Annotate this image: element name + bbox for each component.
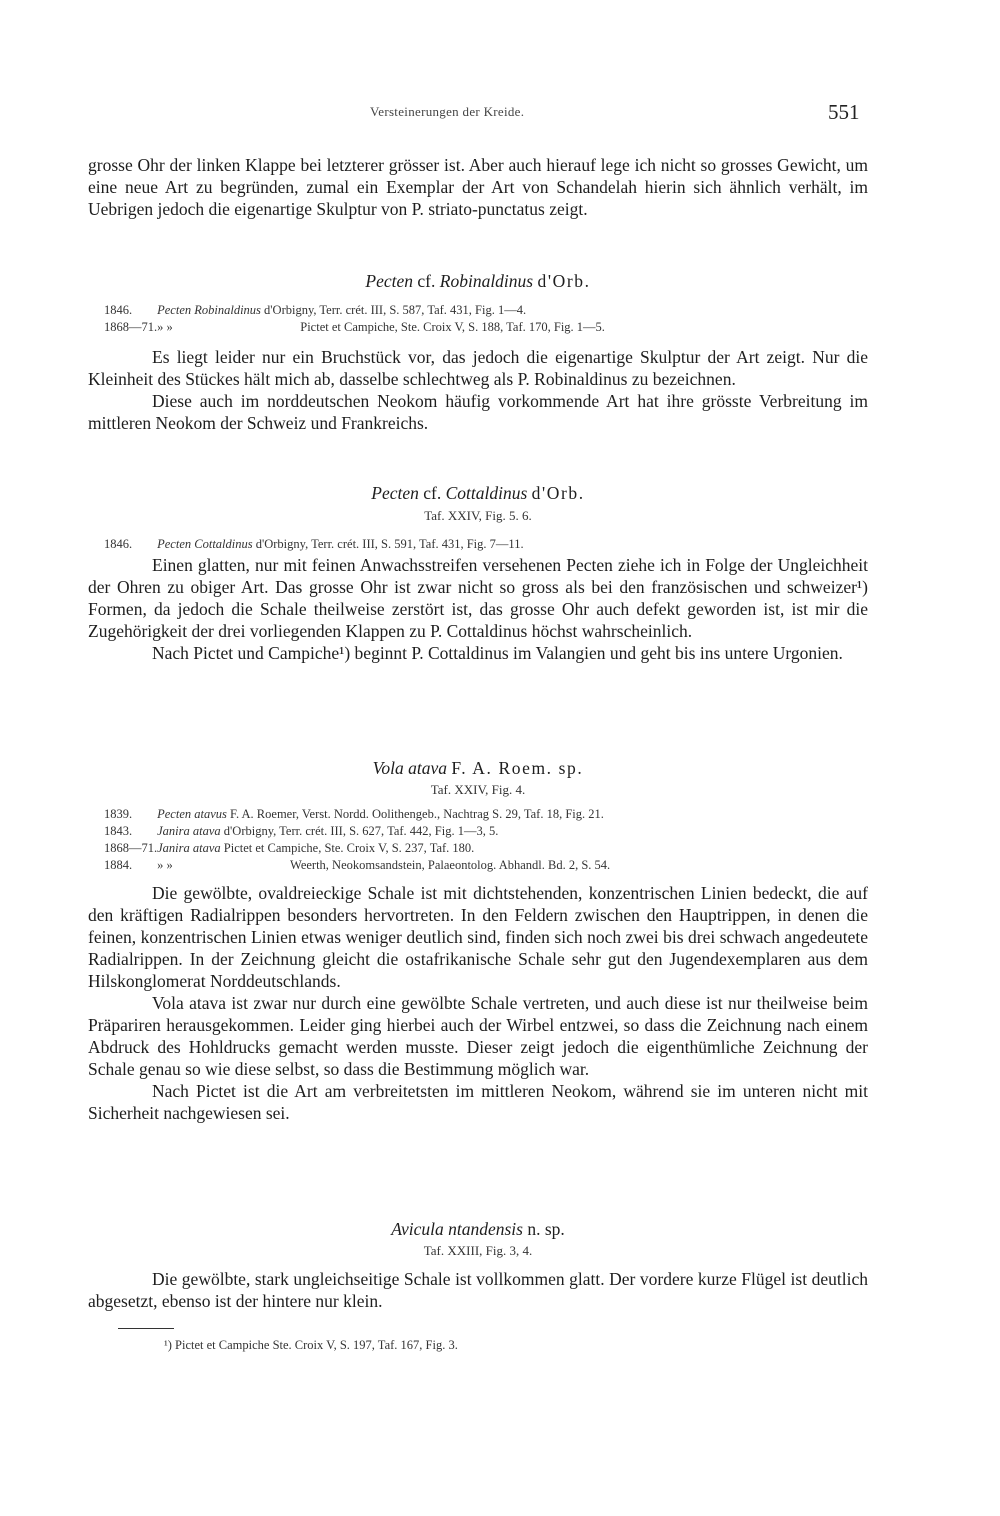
section-heading-cottaldinus bbox=[88, 482, 868, 504]
body-paragraph: Die gewölbte, stark ungleichseitige Schale ist vollkommen glatt. Der vordere kurze Flügel ist deutlich abgesetzt, ebenso ist der hintere nur klein. bbox=[88, 1269, 868, 1311]
section-heading-vola-atava bbox=[88, 757, 868, 779]
synonymy-line bbox=[104, 302, 884, 319]
intro-paragraph bbox=[88, 154, 868, 220]
author-name: n. sp. bbox=[527, 1219, 565, 1239]
intro-text: grosse Ohr der linken Klappe bei letzterer grösser ist. Aber auch hierauf lege ich nicht so grosses Gewicht, um eine neue Art zu begründen, zumal ein Exemplar der Art von Schandelah hierin sich ähnlich verhält, im Uebrigen jedoch die eigenartige Skulptur von P. striato-punctatus zeigt. bbox=[88, 155, 868, 219]
synonymy-ditto: » » bbox=[157, 320, 173, 334]
author-name: d'Orb. bbox=[537, 271, 591, 291]
footnote-separator bbox=[118, 1328, 174, 1329]
body-paragraph: Einen glatten, nur mit feinen Anwachsstreifen versehenen Pecten ziehe ich in Folge der Ungleichheit der Ohren zu obiger Art. Das grosse Ohr ist zwar nicht so gross als bei den französischen und schweizer¹) Formen, da jedoch die Schale theilweise zerstört ist, das grosse Ohr auch defekt geworden ist, ist mir die Zugehörigkeit der drei vorliegenden Klappen zu P. Cottaldinus höchst wahrscheinlich. bbox=[88, 555, 868, 641]
synonymy-line bbox=[104, 823, 884, 840]
synonymy-line bbox=[104, 857, 884, 874]
synonymy-reference: Pictet et Campiche, Ste. Croix V, S. 237, Taf. 180. bbox=[223, 841, 475, 855]
synonymy-year: 1884. bbox=[104, 858, 133, 872]
plate-reference: Taf. XXIV, Fig. 5. 6. bbox=[424, 508, 532, 523]
body-paragraph: Die gewölbte, ovaldreieckige Schale ist mit dichtstehenden, konzentrischen Linien bedeckt, die auf den kräftigen Radialrippen besonders hervortreten. In den Feldern zwischen den Hauptrippen, in denen die feinen, konzentrischen Linien etwas weniger deutlich sind, finden sich noch zwei bis drei schwach angedeutete Radialrippen. In der Zeichnung gleicht die ostafrikanische Schale sehr gut den Jugendexemplaren aus dem Hilskonglomerat Norddeutschlands. bbox=[88, 883, 868, 991]
synonymy-taxon: Pecten Robinaldinus bbox=[157, 303, 261, 317]
cf-label: cf. bbox=[423, 483, 442, 503]
synonymy-reference: d'Orbigny, Terr. crét. III, S. 591, Taf. 431, Fig. 7—11. bbox=[255, 537, 524, 551]
section-body-avicula bbox=[88, 1268, 868, 1312]
synonymy-reference: Pictet et Campiche, Ste. Croix V, S. 188, Taf. 170, Fig. 1—5. bbox=[300, 320, 605, 334]
section-body-vola-atava bbox=[88, 882, 868, 1124]
genus-name: Pecten bbox=[365, 271, 414, 291]
synonymy-year: 1843. bbox=[104, 824, 133, 838]
synonymy-taxon: Pecten Cottaldinus bbox=[157, 537, 253, 551]
plate-reference: Taf. XXIV, Fig. 4. bbox=[430, 782, 526, 797]
section-body-cottaldinus bbox=[88, 554, 868, 664]
species-name: ntandensis bbox=[448, 1219, 523, 1239]
synonymy-reference: d'Orbigny, Terr. crét. III, S. 627, Taf. 442, Fig. 1—3, 5. bbox=[223, 824, 499, 838]
species-name: Robinaldinus bbox=[439, 271, 534, 291]
synonymy-reference: d'Orbigny, Terr. crét. III, S. 587, Taf. 431, Fig. 1—4. bbox=[264, 303, 527, 317]
species-name: atava bbox=[408, 758, 447, 778]
body-paragraph: Nach Pictet und Campiche¹) beginnt P. Cottaldinus im Valangien und geht bis ins untere Urgonien. bbox=[152, 643, 843, 663]
body-paragraph: Es liegt leider nur ein Bruchstück vor, das jedoch die eigenartige Skulptur der Art zeigt. Nur die Kleinheit des Stückes hält mich ab, dasselbe schlechtweg als P. Robinaldinus zu bezeichnen. bbox=[88, 347, 868, 389]
synonymy-line bbox=[104, 806, 884, 823]
synonymy-line bbox=[104, 840, 884, 857]
synonymy-taxon: Janira atava bbox=[157, 824, 221, 838]
synonymy-reference: Weerth, Neokomsandstein, Palaeontolog. Abhandl. Bd. 2, S. 54. bbox=[290, 858, 611, 872]
page-number: 551 bbox=[828, 100, 860, 124]
body-paragraph: Diese auch im norddeutschen Neokom häufig vorkommende Art hat ihre grösste Verbreitung im mittleren Neokom der Schweiz und Frankreichs. bbox=[88, 391, 868, 433]
footnote: ¹) Pictet et Campiche Ste. Croix V, S. 197, Taf. 167, Fig. 3. bbox=[164, 1338, 458, 1352]
genus-name: Vola bbox=[372, 758, 404, 778]
section-body-robinaldinus bbox=[88, 346, 868, 434]
synonymy-year: 1868—71. bbox=[104, 320, 158, 334]
synonymy-year: 1846. bbox=[104, 303, 133, 317]
synonymy-year: 1839. bbox=[104, 807, 133, 821]
cf-label: cf. bbox=[417, 271, 436, 291]
body-paragraph: Nach Pictet ist die Art am verbreitetsten im mittleren Neokom, während sie im unteren nicht mit Sicherheit nachgewiesen sei. bbox=[88, 1081, 868, 1123]
section-heading-robinaldinus bbox=[88, 270, 868, 292]
synonymy-year: 1846. bbox=[104, 537, 133, 551]
genus-name: Avicula bbox=[391, 1219, 444, 1239]
section-heading-avicula bbox=[88, 1218, 868, 1240]
synonymy-line bbox=[104, 536, 884, 553]
synonymy-ditto: » » bbox=[157, 858, 173, 872]
synonymy-year: 1868—71. bbox=[104, 841, 158, 855]
plate-reference: Taf. XXIII, Fig. 3, 4. bbox=[423, 1243, 533, 1258]
synonymy-taxon: Janira atava bbox=[157, 841, 221, 855]
synonymy-taxon: Pecten atavus bbox=[157, 807, 227, 821]
genus-name: Pecten bbox=[371, 483, 419, 503]
author-name: d'Orb. bbox=[531, 483, 585, 503]
running-title: Versteinerungen der Kreide. bbox=[370, 104, 525, 119]
synonymy-reference: F. A. Roemer, Verst. Nordd. Oolithengeb., Nachtrag S. 29, Taf. 18, Fig. 21. bbox=[230, 807, 604, 821]
synonymy-line bbox=[104, 319, 884, 336]
body-paragraph: Vola atava ist zwar nur durch eine gewölbte Schale vertreten, und auch diese ist nur theilweise beim Präpariren herausgekommen. Leider ging hierbei auch der Wirbel entzwei, so dass die Zeichnung nach einem Abdruck des Hohldrucks gemacht werden musste. Dieser zeigt jedoch die eigenthümliche Zeichnung der Schale genau so wie diese selbst, so dass die Bestimmung möglich war. bbox=[88, 993, 868, 1079]
species-name: Cottaldinus bbox=[445, 483, 528, 503]
author-name: F. A. Roem. sp. bbox=[451, 758, 584, 778]
